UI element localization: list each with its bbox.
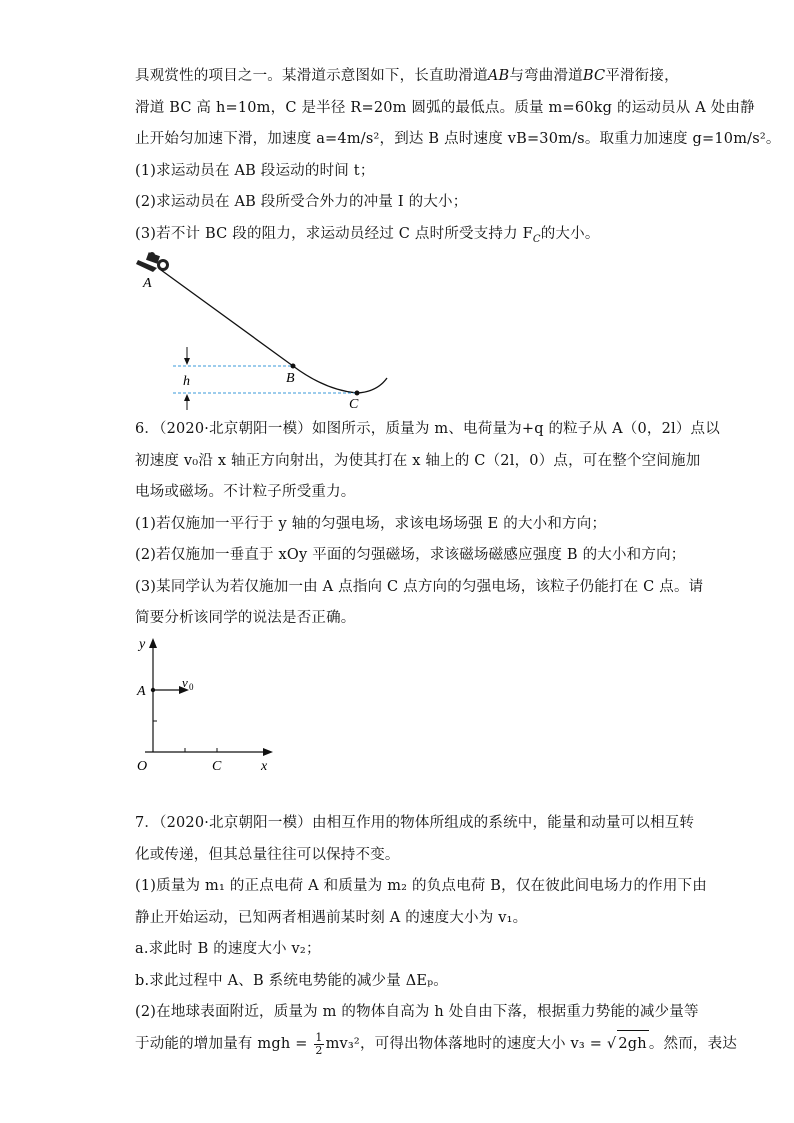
point-b [291, 364, 296, 369]
label-o: O [137, 759, 148, 774]
sqrt-symbol: √ [606, 1036, 617, 1052]
label-c: C [349, 397, 359, 410]
q6-sub-question-3b: 简要分析该同学的说法是否正确。 [135, 610, 356, 626]
ski-slope-diagram [135, 250, 395, 410]
q5-intro-line-1: 具观赏性的项目之一。某滑道示意图如下，长直助滑道AB与弯曲滑道BC平滑衔接， [135, 68, 679, 84]
label-a: A [143, 276, 152, 291]
label-h: h [183, 374, 190, 389]
coordinate-diagram [133, 632, 283, 777]
q6-sub-question-3a: (3)某同学认为若仅施加一由 A 点指向 C 点方向的匀强电场，该粒子仍能打在 C 点。请 [135, 579, 704, 595]
q7-line-1: 7．（2020·北京朝阳一模）由相互作用的物体所组成的系统中，能量和动量可以相互转 [135, 815, 695, 831]
skier-icon [136, 252, 169, 272]
fraction-half: $\frac{1}{2}$ [315, 1030, 323, 1057]
label-v0: v [182, 675, 188, 690]
slope-curve [161, 270, 387, 393]
q5-intro-line-3: 止开始匀加速下滑，加速度 a=4m/s²，到达 B 点时速度 vB=30m/s。取重力加速度 g=10m/s²。 [135, 131, 781, 147]
q7-part-2a: (2)在地球表面附近，质量为 m 的物体自高为 h 处自由下落，根据重力势能的减少量等 [135, 1004, 699, 1020]
label-v0-subscript: 0 [189, 682, 194, 692]
point-c [355, 391, 360, 396]
label-b: B [286, 371, 295, 386]
q6-line-1: 6．（2020·北京朝阳一模）如图所示，质量为 m、电荷量为+q 的粒子从 A（0，2l）点以 [135, 421, 720, 437]
q5-sub-question-2: (2)求运动员在 AB 段所受合外力的冲量 I 的大小； [135, 194, 468, 210]
q6-line-3: 电场或磁场。不计粒子所受重力。 [135, 484, 356, 500]
label-x: x [261, 759, 268, 774]
q7-part-2b: 于动能的增加量有 mgh = $\frac{1}{2}$ mv₃²，可得出物体落地时的速度大小 v₃ = √ 2gh 。然而，表达 [135, 1030, 738, 1057]
label-c: C [212, 759, 222, 774]
q5-intro-line-2: 滑道 BC 高 h=10m，C 是半径 R=20m 圆弧的最低点。质量 m=60kg 的运动员从 A 处由静 [135, 100, 755, 116]
q7-sub-b: b.求此过程中 A、B 系统电势能的减少量 ΔEₚ。 [135, 973, 448, 989]
q5-sub-question-1: (1)求运动员在 AB 段运动的时间 t； [135, 163, 375, 179]
q6-line-2: 初速度 v₀沿 x 轴正方向射出，为使其打在 x 轴上的 C（2l，0）点，可在整个空间施加 [135, 453, 701, 469]
q7-sub-a: a.求此时 B 的速度大小 v₂； [135, 941, 321, 957]
q7-part-1b: 静止开始运动，已知两者相遇前某时刻 A 的速度大小为 v₁。 [135, 910, 528, 926]
label-y: y [139, 637, 146, 652]
sqrt-radicand: 2gh [617, 1030, 648, 1057]
q6-sub-question-2: (2)若仅施加一垂直于 xOy 平面的匀强磁场，求该磁场磁感应强度 B 的大小和方向； [135, 547, 686, 563]
q5-sub-question-3: (3)若不计 BC 段的阻力，求运动员经过 C 点时所受支持力 $F_C$的大小。 [135, 226, 600, 245]
q7-line-2: 化或传递，但其总量往往可以保持不变。 [135, 847, 400, 863]
q6-sub-question-1: (1)若仅施加一平行于 y 轴的匀强电场，求该电场场强 E 的大小和方向； [135, 516, 607, 532]
q7-part-1a: (1)质量为 m₁ 的正点电荷 A 和质量为 m₂ 的负点电荷 B，仅在彼此间电场力的作用下由 [135, 878, 707, 894]
label-a: A [137, 684, 146, 699]
